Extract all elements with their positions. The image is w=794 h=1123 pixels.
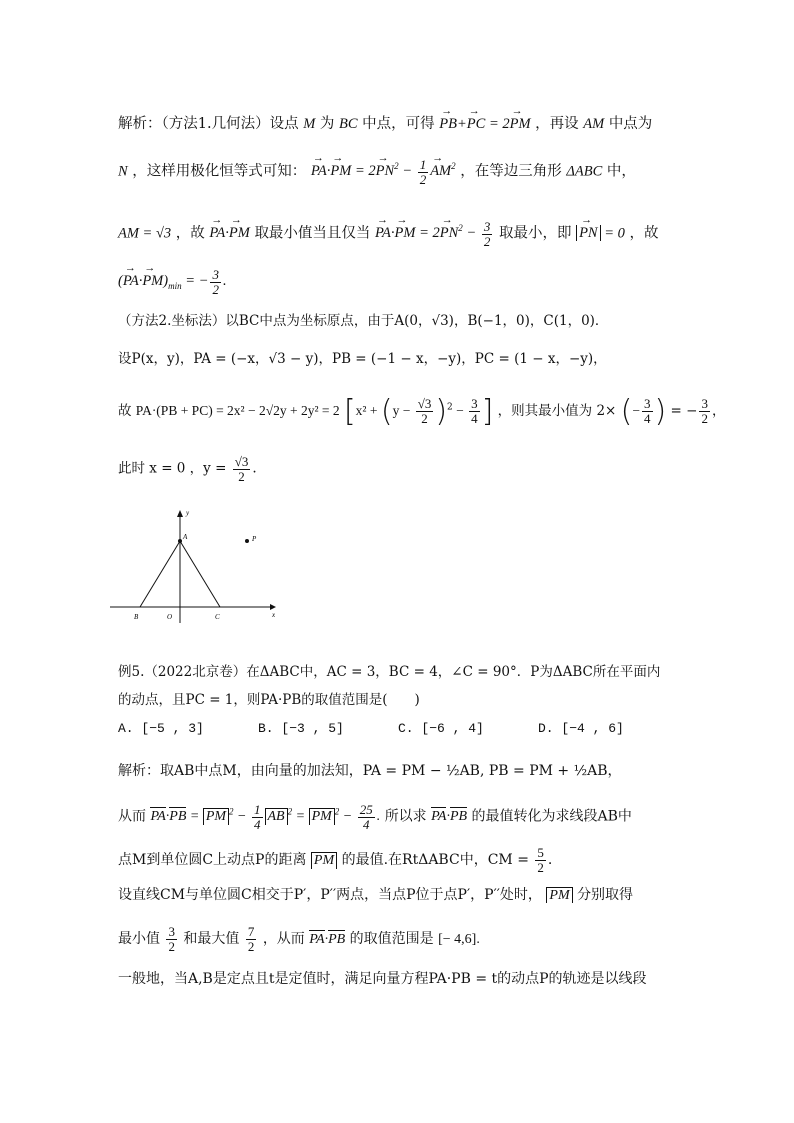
label-p: P	[252, 535, 257, 543]
formula-am: AM = √3	[118, 225, 172, 242]
var-bc: BC	[339, 116, 358, 132]
analysis-line-1: 解析：取AB中点M，由向量的加法知，PA = PM − ½AB, PB = PM + ½AB，	[118, 763, 622, 779]
option-a: A. [−5 , 3]	[118, 721, 204, 736]
option-b: B. [−3 , 5]	[258, 721, 344, 736]
method2-line-4: 此时 x = 0 ，y = $\frac{√3}{2}$ .	[118, 454, 257, 484]
option-d: D. [−4 , 6]	[538, 721, 624, 736]
formula-pa-pb: PA·PB	[431, 809, 468, 825]
formula-polar: → PA·→ PM = $2\to PN^2$ − $\frac{1}{2}$ → $AM^2$	[311, 163, 456, 179]
analysis-line-3: 点M到单位圆C上动点P的距离 PM 的最值.在RtΔABC中，CM = $\frac{5}{2}$ .	[118, 845, 553, 875]
analysis-line-4	[118, 884, 633, 904]
formula-pn: → PN = 0	[576, 225, 625, 241]
example5-line-2: 的动点，且PC = 1，则PA·PB的取值范围是( )	[118, 692, 420, 708]
example5-line-1: 例5.（2022北京卷）在ΔABC中，AC = 3，BC = 4，∠C = 90°．P为ΔABC所在平面内	[118, 664, 661, 680]
text: ，故	[175, 225, 205, 242]
text: 设直线CM与单位圆C相交于P′，P′′两点，当点P位于点P′，P′′处时，	[118, 887, 542, 903]
formula-pb-pc: → PB+→ PC = 2→ PM	[439, 116, 530, 132]
x-axis-arrow	[270, 604, 276, 610]
formula-result: (→ $PA\cdot\to PM)_{min}$ = − $\frac{3}{2}$ .	[118, 273, 227, 289]
y-axis-arrow	[177, 510, 183, 517]
text: 的取值范围是	[349, 931, 434, 948]
solution-line-1	[118, 112, 652, 133]
var-am: AM	[583, 116, 605, 132]
analysis-line-2	[118, 803, 632, 831]
text: ，再设	[535, 116, 579, 132]
solution-line-4	[118, 268, 227, 296]
formula-min: → PA·→ PM = $2\to PN^2$ − $\frac{3}{2}$	[375, 225, 494, 241]
method2-line-3: 故 PA·(PB + PC) = 2x² − 2√2y + 2y² = 2 [x² + (y − $\frac{√3}{2}$ )$^2$ − $\frac{3}{4}$ ] ，则其最小值为 2× (− $\frac{3}{4}$ ) = − $\frac{3}{2}$ ，	[118, 394, 726, 429]
text: 从而	[118, 808, 146, 825]
text: 为	[319, 116, 335, 132]
label-x: x	[272, 611, 276, 619]
formula-pa-pm: → PA·→ PM	[209, 225, 249, 241]
text: 最小值	[118, 931, 160, 948]
text: 中点，可得	[362, 116, 435, 132]
text: 所以求	[384, 808, 427, 825]
solution-line-3	[118, 220, 659, 248]
text: = −	[670, 403, 698, 419]
analysis-line-6: 一般地，当A,B是定点且t是定值时，满足向量方程PA·PB = t的动点P的轨迹是以线段	[118, 971, 647, 987]
solution-line-2	[118, 158, 636, 186]
var-m: M	[303, 116, 316, 132]
text: ，这样用极化恒等式可知：	[132, 163, 307, 180]
label-y: y	[186, 509, 190, 517]
text: 取最小，即	[498, 225, 572, 242]
method2-line-1: （方法2.坐标法）以BC中点为坐标原点，由于A(0，√3)，B(−1，0)，C(1，0)．	[118, 313, 609, 329]
coordinate-graph	[110, 505, 280, 625]
text: 的最值转化为求线段AB中	[471, 808, 632, 825]
label-b: B	[134, 613, 139, 621]
text: 故	[118, 403, 132, 419]
formula-pm-abs: PM	[311, 852, 337, 868]
analysis-line-5: 最小值 $\frac{3}{2}$ 和最大值 $\frac{7}{2}$ ，从而 PA·PB 的取值范围是 [− 4,6].	[118, 924, 480, 954]
label-c: C	[215, 613, 220, 621]
formula-pm-abs-2: PM	[546, 887, 572, 903]
formula-expand: PA·(PB + PC) = 2x² − 2√2y + 2y² = 2	[135, 403, 340, 418]
var-n: N	[118, 163, 128, 180]
edge-ac	[180, 541, 220, 607]
text: 的最值.在RtΔABC中，CM =	[341, 852, 529, 869]
text: 此时 x = 0 ，y =	[118, 460, 227, 477]
text: 中，	[606, 163, 636, 180]
edge-ab	[140, 541, 180, 607]
text: ，故	[629, 225, 659, 242]
option-c: C. [−6 , 4]	[398, 721, 484, 736]
formula-pa-pb-2: PA·PB	[309, 932, 346, 948]
text: ，则其最小值为 2×	[497, 403, 617, 419]
point-a	[178, 539, 182, 543]
point-p	[245, 539, 249, 543]
text: ，在等边三角形	[460, 163, 562, 180]
text: ，从而	[262, 931, 305, 948]
text: 分别取得	[577, 887, 634, 903]
label-o: O	[167, 613, 173, 621]
var-abc: ΔABC	[566, 163, 603, 180]
text: 点M到单位圆C上动点P的距离	[118, 852, 307, 869]
range-result: [− 4,6].	[438, 932, 480, 948]
text: 中点为	[608, 116, 653, 132]
text: 取最小值当且仅当	[254, 225, 371, 242]
method2-line-2: 设P(x，y)，PA = (−x，√3 − y)，PB = (−1 − x，−y)，PC = (1 − x，−y)，	[118, 351, 607, 367]
formula-dot: PA·PB = PM $^2$ − $\frac{1}{4}$ AB $^2$ = PM $^2$ − $\frac{25}{4}$ .	[150, 802, 381, 832]
example5-options	[118, 720, 678, 736]
text: 解析：（方法1.几何法）设点	[118, 116, 299, 132]
label-a: A	[183, 533, 188, 541]
text: 和最大值	[183, 931, 240, 948]
